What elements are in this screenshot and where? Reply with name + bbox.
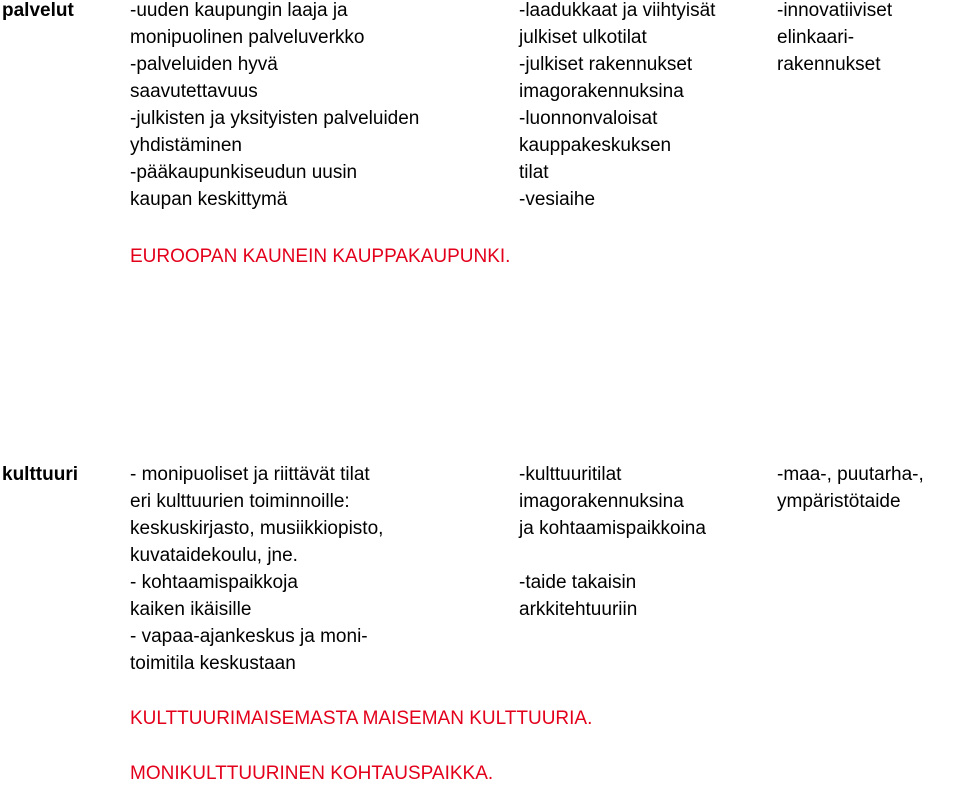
text-line: -pääkaupunkiseudun uusin xyxy=(130,162,358,183)
text-line: -taide takaisin xyxy=(519,572,637,593)
spacer-line xyxy=(519,542,706,569)
palvelut-column-2 xyxy=(519,0,715,213)
text-line: -kulttuuritilat xyxy=(519,464,622,485)
text-line: julkiset ulkotilat xyxy=(519,27,647,48)
kulttuuri-column-2 xyxy=(519,461,706,623)
palvelut-slogan: EUROOPAN KAUNEIN KAUPPAKAUPUNKI. xyxy=(130,246,511,267)
text-line: rakennukset xyxy=(777,54,881,75)
text-line: - monipuoliset ja riittävät tilat xyxy=(130,464,370,485)
text-line: toimitila keskustaan xyxy=(130,653,296,674)
text-line: -luonnonvaloisat xyxy=(519,108,658,129)
text-line: -palveluiden hyvä xyxy=(130,54,278,75)
section-heading-kulttuuri: kulttuuri xyxy=(2,464,78,485)
kulttuuri-column-3 xyxy=(777,461,924,515)
text-line: arkkitehtuuriin xyxy=(519,599,638,620)
text-line: tilat xyxy=(519,162,549,183)
kulttuuri-slogan-2: MONIKULTTUURINEN KOHTAUSPAIKKA. xyxy=(130,763,494,784)
text-line: - vapaa-ajankeskus ja moni- xyxy=(130,626,368,647)
text-line: eri kulttuurien toiminnoille: xyxy=(130,491,350,512)
text-line: kuvataidekoulu, jne. xyxy=(130,545,298,566)
text-line: -laadukkaat ja viihtyisät xyxy=(519,0,716,21)
palvelut-column-1 xyxy=(130,0,419,213)
text-line: saavutettavuus xyxy=(130,81,258,102)
text-line: yhdistäminen xyxy=(130,135,242,156)
text-line: ja kohtaamispaikkoina xyxy=(519,518,706,539)
text-line: -innovatiiviset xyxy=(777,0,893,21)
text-line: -vesiaihe xyxy=(519,189,596,210)
text-line: -maa-, puutarha-, xyxy=(777,464,924,485)
text-line: -julkiset rakennukset xyxy=(519,54,693,75)
text-line: kaupan keskittymä xyxy=(130,189,288,210)
text-line: monipuolinen palveluverkko xyxy=(130,27,365,48)
kulttuuri-slogan-1: KULTTUURIMAISEMASTA MAISEMAN KULTTUURIA. xyxy=(130,708,593,729)
text-line: kaiken ikäisille xyxy=(130,599,252,620)
text-line: elinkaari- xyxy=(777,27,855,48)
section-heading-palvelut: palvelut xyxy=(2,0,74,21)
text-line: imagorakennuksina xyxy=(519,491,684,512)
text-line: -uuden kaupungin laaja ja xyxy=(130,0,348,21)
text-line: ympäristötaide xyxy=(777,491,901,512)
text-line: -julkisten ja yksityisten palveluiden xyxy=(130,108,420,129)
palvelut-column-3 xyxy=(777,0,892,78)
kulttuuri-column-1 xyxy=(130,461,383,677)
text-line: kauppakeskuksen xyxy=(519,135,672,156)
text-line: imagorakennuksina xyxy=(519,81,684,102)
text-line: keskuskirjasto, musiikkiopisto, xyxy=(130,518,384,539)
text-line: - kohtaamispaikkoja xyxy=(130,572,298,593)
